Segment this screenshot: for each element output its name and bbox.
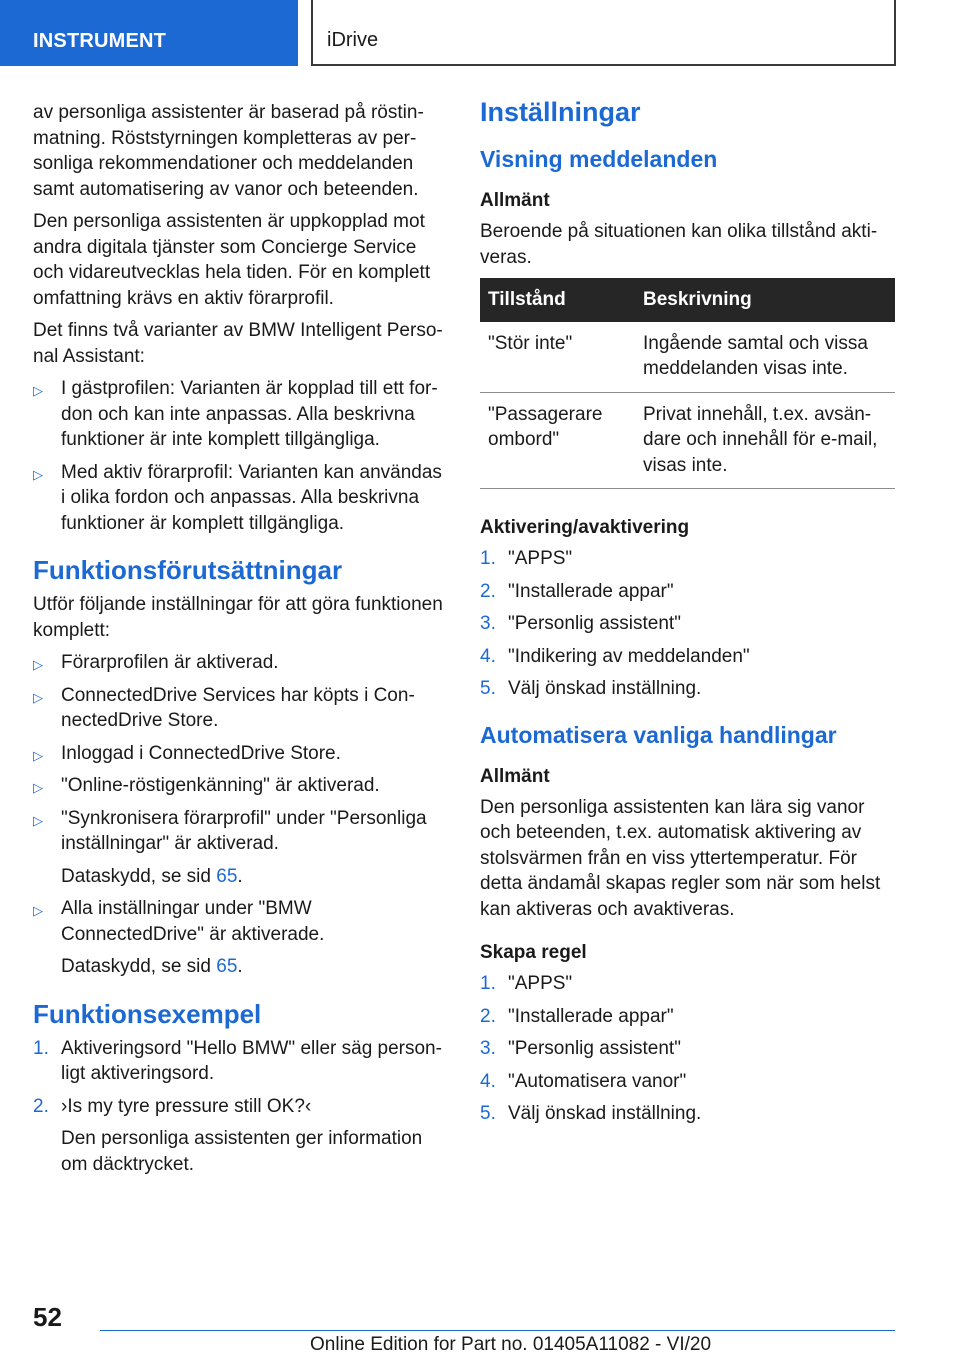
page-link-65[interactable]: 65 — [216, 865, 238, 887]
page-link-65[interactable]: 65 — [216, 956, 238, 977]
table-row — [480, 392, 895, 489]
page-number: 52 — [33, 1302, 62, 1332]
example-description: Den personliga assistenten ger information om däcktrycket. — [61, 1128, 423, 1175]
triangle-bullet-icon: ▷ — [33, 747, 43, 763]
variants-list — [33, 376, 451, 536]
rule-steps — [480, 971, 898, 1127]
triangle-bullet-icon: ▷ — [33, 466, 43, 482]
table-header-state: Tillstånd — [480, 278, 635, 322]
triangle-bullet-icon: ▷ — [33, 383, 43, 398]
list-item: 1. "APPS" — [480, 973, 573, 994]
list-item: ▷ Med aktiv förarprofil: Varianten kan användas i olika fordon och anpassas. Alla beskrivna funktioner är komplett tillgängliga. — [33, 461, 442, 534]
table-cell-description: Privat innehåll, t.ex. avsändare och innehåll för e-mail, visas inte. — [635, 392, 895, 489]
right-column — [480, 96, 898, 1134]
page-header — [0, 0, 960, 66]
list-item: 2. "Installerade appar" — [480, 1005, 674, 1027]
table-cell-state: "Passagerare ombord" — [480, 392, 635, 489]
triangle-bullet-icon: ▷ — [33, 903, 43, 918]
list-item: ▷ "Online-röstigenkänning" är aktiverad. — [33, 773, 451, 799]
general-label: Allmänt — [480, 190, 550, 211]
list-item: ▷ Förarprofilen är aktiverad. — [33, 650, 451, 676]
list-item: 4. "Automatisera vanor" — [480, 1070, 687, 1092]
list-item: 5. Välj önskad inställning. — [480, 1103, 702, 1124]
settings-heading: Inställningar — [480, 97, 641, 127]
triangle-bullet-icon: ▷ — [33, 812, 43, 828]
list-item: 2. "Installerade appar" — [480, 580, 674, 602]
left-column — [33, 100, 451, 1184]
examples-list — [33, 1036, 451, 1178]
list-item: 4. "Indikering av meddelanden" — [480, 645, 750, 667]
list-item: ▷ "Synkronisera förarprofil" under "Personliga inställningar" är aktiverad. Dataskydd, se sid 65. — [33, 806, 451, 890]
data-protection-note: Dataskydd, se sid 65. — [61, 865, 243, 887]
table-cell-description: Ingående samtal och vissa meddelanden visas inte. — [635, 322, 895, 393]
intro-paragraph-2: Den personliga assistenten är uppkopplad mot andra digitala tjänster som Concierge Service och vidareutvecklas hela tiden. För en komplett omfattning krävs en aktiv förarprofil. — [33, 211, 431, 309]
prerequisites-list — [33, 650, 451, 980]
prerequisites-intro: Utför följande inställningar för att göra funktionen komplett: — [33, 594, 443, 641]
table-header-row — [480, 278, 895, 322]
automation-heading: Automatisera vanliga handlingar — [480, 721, 837, 748]
intro-paragraph-3: Det finns två varianter av BMW Intelligent Personal Assistant: — [33, 320, 443, 367]
list-item: ▷ Alla inställningar under "BMW ConnectedDrive" är aktiverade. Dataskydd, se sid 65. — [33, 896, 451, 980]
automation-general-label: Allmänt — [480, 765, 550, 787]
triangle-bullet-icon: ▷ — [33, 689, 43, 705]
list-item: 1. "APPS" — [480, 548, 573, 569]
activation-label: Aktivering/avaktivering — [480, 517, 690, 538]
examples-heading: Funktionsexempel — [33, 998, 262, 1029]
list-item: ▷ Inloggad i ConnectedDrive Store. — [33, 741, 451, 767]
list-item: 3. "Personlig assistent" — [480, 1038, 681, 1059]
table-cell-state: "Stör inte" — [480, 322, 635, 393]
section-tab — [0, 0, 298, 66]
triangle-bullet-icon: ▷ — [33, 657, 43, 672]
list-item: 1. Aktiveringsord "Hello BMW" eller säg personligt aktiveringsord. — [33, 1037, 442, 1084]
data-protection-note: Dataskydd, se sid 65. — [61, 956, 243, 977]
chapter-title: iDrive — [327, 29, 379, 51]
list-item: 2. ›Is my tyre pressure still OK?‹ Den personliga assistenten ger information om däcktrycket. — [33, 1094, 451, 1178]
states-table — [480, 278, 895, 489]
intro-paragraph-1: av personliga assistenter är baserad på röstinmatning. Röststyrningen kompletteras av personliga rekommendationer och meddelanden samt automatisering av vanor och beteenden. — [33, 102, 424, 200]
triangle-bullet-icon: ▷ — [33, 780, 43, 795]
table-row — [480, 322, 895, 393]
table-header-description: Beskrivning — [635, 278, 895, 322]
notifications-heading: Visning meddelanden — [480, 146, 718, 172]
list-item: ▷ I gästprofilen: Varianten är kopplad till ett fordon och kan inte anpassas. Alla beskrivna funktioner är inte komplett tillgängliga. — [33, 378, 438, 450]
automation-text: Den personliga assistenten kan lära sig vanor och beteenden, t.ex. automatisk aktivering av stolsvärmen från en viss yttertemperatur. För detta ändamål skapas regler som när som helst kan aktiveras och avaktiveras. — [480, 796, 881, 920]
notifications-intro: Beroende på situationen kan olika tillstånd aktiveras. — [480, 221, 878, 268]
edition-note: Online Edition for Part no. 01405A11082 - VI/20 — [310, 1334, 712, 1355]
activation-steps — [480, 546, 898, 702]
prerequisites-heading: Funktionsförutsättningar — [33, 555, 343, 585]
create-rule-label: Skapa regel — [480, 942, 587, 963]
chapter-box — [311, 0, 896, 66]
footer-divider — [100, 1330, 895, 1331]
list-item: 5. Välj önskad inställning. — [480, 678, 702, 699]
list-item: 3. "Personlig assistent" — [480, 613, 681, 634]
list-item: ▷ ConnectedDrive Services har köpts i ConnectedDrive Store. — [33, 684, 415, 731]
section-title: INSTRUMENT — [33, 30, 167, 52]
